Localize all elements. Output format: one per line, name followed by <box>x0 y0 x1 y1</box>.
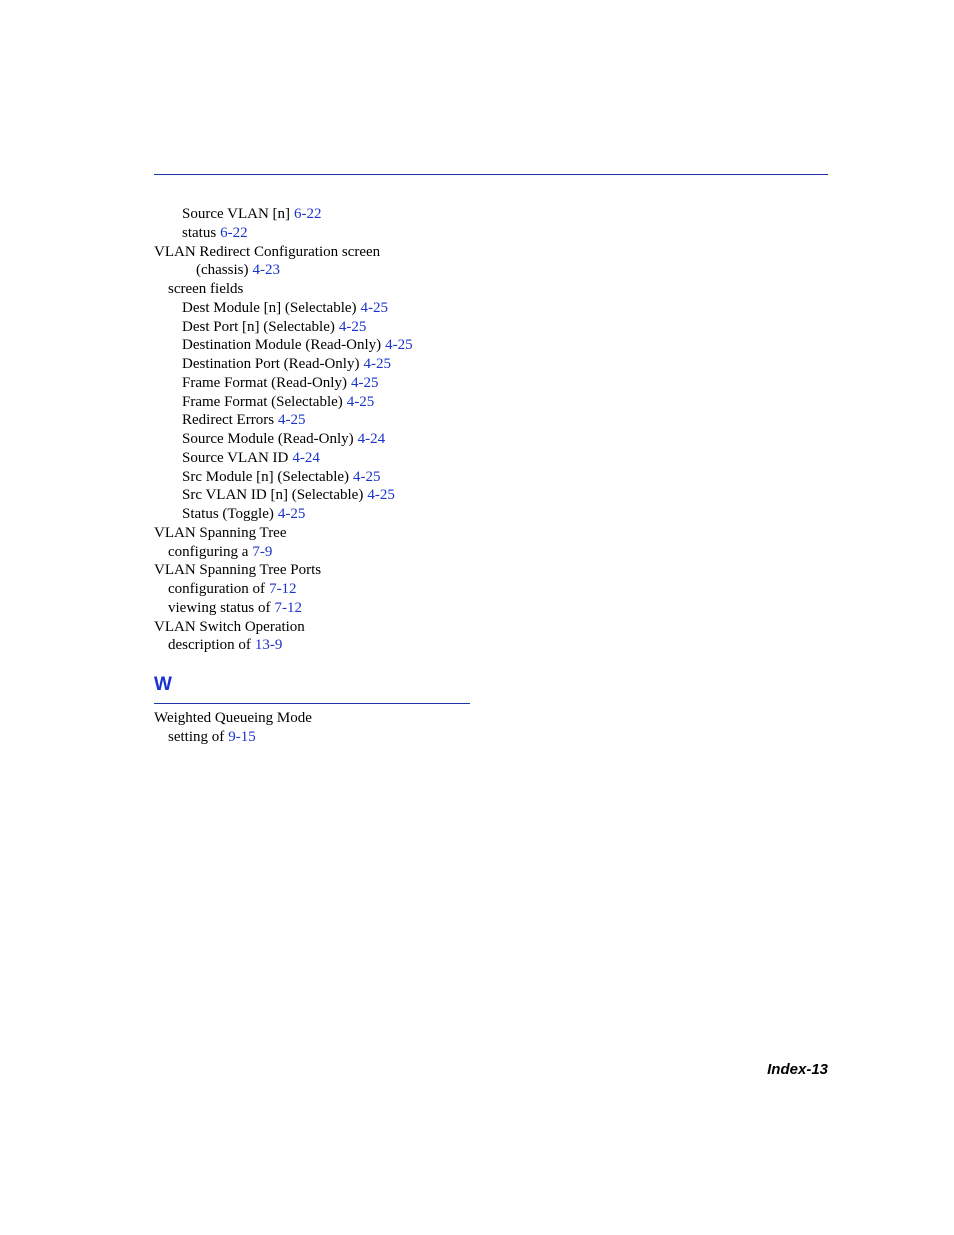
page-reference-link[interactable]: 4-25 <box>338 318 367 335</box>
index-term: Dest Module [n] (Selectable) <box>182 299 357 316</box>
index-entry <box>154 618 654 637</box>
index-term: Frame Format (Selectable) <box>182 393 343 410</box>
index-entry <box>154 543 654 562</box>
index-entry <box>154 280 654 299</box>
index-entry <box>154 728 654 747</box>
index-term: Src VLAN ID [n] (Selectable) <box>182 487 364 504</box>
page-reference-link[interactable]: 4-25 <box>353 468 381 485</box>
page-reference-link[interactable]: 4-24 <box>292 449 320 466</box>
index-term: Destination Module (Read-Only) <box>182 337 382 354</box>
index-entry <box>154 580 654 599</box>
page-reference-link[interactable]: 6-22 <box>220 224 248 241</box>
index-list-w <box>154 709 654 747</box>
page-reference-link[interactable]: 4-25 <box>385 337 413 354</box>
page-reference-link[interactable]: 9-15 <box>228 728 256 745</box>
index-entry <box>154 505 654 524</box>
page-number: Index-13 <box>767 1061 828 1078</box>
index-entry <box>154 709 654 728</box>
page-reference-link[interactable]: 7-12 <box>269 581 297 597</box>
index-entry <box>154 318 654 337</box>
section-rule <box>154 703 470 704</box>
index-entry <box>154 411 654 430</box>
page-reference-link[interactable]: 13-9 <box>254 637 283 654</box>
index-term: Dest Port [n] (Selectable) <box>182 318 335 335</box>
page-reference-link[interactable]: 7-9 <box>252 543 273 560</box>
page-reference-link[interactable]: 4-25 <box>346 393 375 410</box>
index-term: status <box>182 224 217 241</box>
index-entry <box>154 393 654 412</box>
page-reference-link[interactable]: 4-25 <box>277 506 306 522</box>
index-term: VLAN Redirect Configuration screen <box>154 243 381 260</box>
index-term: Frame Format (Read-Only) <box>182 374 347 391</box>
index-entry <box>154 205 654 224</box>
index-entry <box>154 336 654 355</box>
index-term: (chassis) <box>196 262 249 279</box>
index-entry <box>154 636 654 655</box>
page-reference-link[interactable]: 4-25 <box>350 374 379 391</box>
index-term: viewing status of <box>168 599 271 616</box>
index-term: VLAN Spanning Tree <box>154 524 287 541</box>
index-entry <box>154 430 654 449</box>
page-reference-link[interactable]: 4-23 <box>252 262 280 279</box>
index-entry <box>154 486 654 505</box>
index-term: VLAN Spanning Tree Ports <box>154 562 322 579</box>
index-term: screen fields <box>168 281 244 297</box>
index-entry <box>154 355 654 374</box>
index-term: setting of <box>168 728 225 745</box>
index-term: Source VLAN [n] <box>182 206 291 222</box>
page-reference-link[interactable]: 4-25 <box>367 487 395 504</box>
page-reference-link[interactable]: 4-24 <box>357 431 386 447</box>
page-reference-link[interactable]: 7-12 <box>274 599 302 616</box>
index-entry <box>154 243 654 262</box>
index-term: Src Module [n] (Selectable) <box>182 468 350 485</box>
index-term: Source VLAN ID <box>182 449 289 466</box>
index-term: Redirect Errors <box>182 412 275 429</box>
index-term: Weighted Queueing Mode <box>154 710 312 726</box>
index-term: configuration of <box>168 581 266 597</box>
index-term: Destination Port (Read-Only) <box>182 356 360 372</box>
index-term: description of <box>168 637 251 654</box>
page-reference-link[interactable]: 6-22 <box>294 206 322 222</box>
page-reference-link[interactable]: 4-25 <box>363 356 391 372</box>
header-rule <box>154 174 828 175</box>
index-term: Status (Toggle) <box>182 506 274 522</box>
index-list-v <box>154 205 654 655</box>
index-entry <box>154 468 654 487</box>
section-letter-w: W <box>154 674 172 695</box>
index-entry <box>154 374 654 393</box>
index-entry <box>154 561 654 580</box>
page-reference-link[interactable]: 4-25 <box>360 299 389 316</box>
index-term: VLAN Switch Operation <box>154 618 305 635</box>
index-entry <box>154 261 654 280</box>
index-entry <box>154 224 654 243</box>
index-entry <box>154 299 654 318</box>
index-entry <box>154 599 654 618</box>
index-term: configuring a <box>168 543 249 560</box>
index-entry <box>154 524 654 543</box>
index-term: Source Module (Read-Only) <box>182 431 354 447</box>
page-reference-link[interactable]: 4-25 <box>278 412 306 429</box>
index-entry <box>154 449 654 468</box>
